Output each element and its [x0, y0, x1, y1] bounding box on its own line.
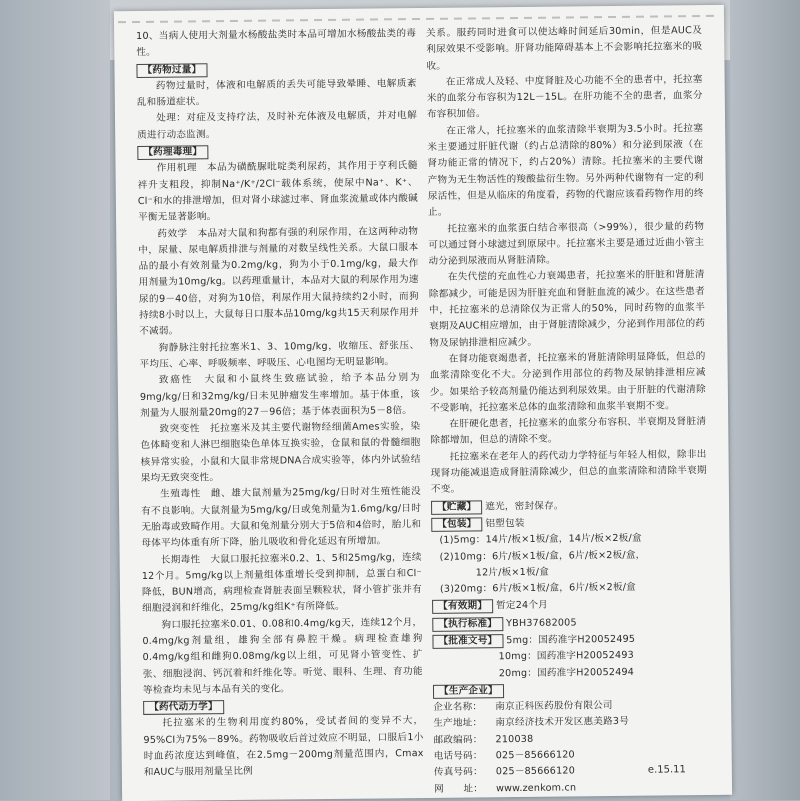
- package-spec: 12片/板×1板/盒: [475, 566, 550, 579]
- paragraph: 长期毒性 大鼠口服托拉塞米0.2、1、5和25mg/kg，连续12个月。5mg/kg以上剂量组体重增长受到抑制，总蛋白和Cl⁻降低，BUN增高，病理检查肾脏表面呈颗粒状，肾小管扩张并有细胞浸润和纤维化，25mg/kg组K⁺有所降低。: [141, 551, 423, 615]
- section-value: 暂定24个月: [496, 600, 548, 612]
- company-info-label: 传真号码：: [433, 766, 483, 779]
- section-value: 铝塑包装: [485, 517, 525, 530]
- right-column: [426, 23, 710, 798]
- paragraph: 致癌性 大鼠和小鼠终生致癌试验，给予本品分别为9mg/kg/日和32mg/kg/日未见肿瘤发生率增加。基于体重，该剂量为人服剂量20mg的27－96倍；基于体表面积为5－8倍。: [139, 372, 420, 419]
- paragraph: 狗静脉注射托拉塞米1、3、10mg/kg，收缩压、舒张压、平均压、心率、呼吸频率、呼吸压、心电图均无明显影响。: [139, 339, 420, 370]
- section-heading: 【有效期】: [432, 600, 493, 615]
- section-heading: 【贮藏】: [431, 500, 482, 515]
- approval-number: 10mg：国药准字H20052493: [498, 650, 634, 663]
- company-info-label: 网 址：: [433, 783, 484, 795]
- paragraph: 狗口服托拉塞米0.01、0.08和0.4mg/kg天，连续12个月，0.4mg/kg剂量组，雄狗全部有鼻腔干燥。病理检查雄狗0.4mg/kg组和雌狗0.08mg/kg以上组，可见肾小管变性、扩张、细胞浸润、钙沉着和纤维化等。听觉、眼科、生理、育功能等检查均未见与本品有关的变化。: [142, 616, 423, 696]
- section-value: 5mg：国药准字H20052495: [506, 633, 636, 647]
- company-info-label: 电话号码：: [433, 750, 483, 762]
- paragraph: 托拉塞米的生物利用度约80%，受试者间的变异不大，95%CI为75%－89%。药物吸收后首过效应不明显，口服后1小时血药浓度达到峰值，在2.5mg－200mg剂量范围内，Cmax和AUC与服用剂量呈比例: [143, 715, 424, 779]
- paragraph: 致突变性 托拉塞米及其主要代谢物经细菌Ames实验，染色体畸变和人淋巴细胞染色单体互换实验，仓鼠和鼠的骨髓细胞核异常实验，小鼠和大鼠非常规DNA合成实验等，体内外试验结果均无致突变性。: [140, 421, 421, 484]
- paragraph: 药物过量时，体液和电解质的丢失可能导致晕睡、电解质紊乱和肠道症状。: [136, 77, 417, 109]
- paragraph: 处理：对症及支持疗法，及时补充体液及电解质，并对电解质进行动态监测。: [137, 110, 418, 141]
- company-info-value: 025－85666120: [495, 749, 575, 762]
- paragraph: 10、当病人使用大剂量水杨酸盐类时本品可增加水杨酸盐类的毒性。: [136, 28, 417, 59]
- company-info-value: 210038: [495, 733, 534, 746]
- background-left: [0, 0, 110, 800]
- section-heading: 【药物过量】: [136, 63, 207, 78]
- company-info-label: 企业名称：: [433, 701, 483, 714]
- perforation-line: [118, 15, 714, 23]
- paragraph: 生殖毒性 雌、雄大鼠剂量为25mg/kg/日时对生殖性能没有不良影响。大鼠剂量为5mg/kg/日或兔剂量为1.6mg/kg/日时无胎毒或致畸作用。大鼠和兔剂量分别大于5倍和4倍时，胎儿和母体平均体重有所下降，胎儿吸收和骨化延迟有所增加。: [141, 486, 422, 550]
- paragraph: 作用机理 本品为磺酰脲吡啶类利尿药，其作用于亨利氏髓袢升支粗段，抑制Na⁺/K⁺/2Cl⁻载体系统，使尿中Na⁺、K⁺、Cl⁻和水的排泄增加，但对肾小球滤过率、肾血浆流量或体内酸碱平衡无显著影响。: [137, 160, 418, 224]
- company-info-value: 南京正科医药股份有限公司: [495, 700, 613, 713]
- package-spec: (2)10mg：6片/板×1板/盒，6片/板×2板/盒，: [439, 549, 646, 563]
- paragraph: 托拉塞米在老年人的药代动力学特征与年轻人相似，除非出现肾功能减退造成肾脏清除减少，但总的血浆清除和清除半衰期不变。: [430, 448, 707, 496]
- section-value: 遮光，密封保存。: [485, 500, 564, 512]
- package-spec: (3)20mg：6片/板×1板/盒，6片/板×2板/盒: [439, 581, 636, 595]
- section-heading: 【批准文号】: [432, 634, 503, 649]
- approval-number: 20mg：国药准字H20052494: [498, 666, 635, 679]
- background-right: [730, 0, 800, 800]
- section-heading: 【生产企业】: [433, 684, 504, 699]
- section-heading: 【执行标准】: [432, 617, 503, 632]
- section-value: YBH37682005: [506, 617, 577, 629]
- paragraph: 在肾功能衰竭患者，托拉塞米的肾脏清除明显降低，但总的血浆清除变化不大。分泌到作用部位的药物及尿钠排泄相应减少。如果给予较高剂量仍能达到利尿效果。由于肝脏的代谢清除不受影响，托拉塞米总体的血浆清除和血浆半衰期不变。: [429, 350, 706, 414]
- company-info-value: 025－85666120: [495, 765, 576, 778]
- paragraph: 托拉塞米的血浆蛋白结合率很高（>99%），很少量的药物可以通过肾小球滤过到原尿中。托拉塞米主要是通过近曲小管主动分泌到尿液而从肾脏清除。: [428, 220, 705, 268]
- paragraph: 在正常人，托拉塞米的血浆清除半衰期为3.5小时。托拉塞米主要通过肝脏代谢（约占总清除的80%）和分泌到尿液（在肾功能正常的情况下，约占20%）清除。托拉塞米的主要代谢产物为无生物活性的羧酸盐衍生物。另外两种代谢物有一定的利尿活性，但是从临床的角度看，药物的代谢应该看药物作用的终止。: [427, 122, 704, 219]
- company-info-value: www.zenkom.cn: [495, 782, 577, 794]
- section-heading: 【包装】: [431, 517, 482, 532]
- paragraph: 药效学 本品对大鼠和狗都有强的利尿作用，在这两种动物中，尿量、尿电解质排泄与剂量的对数呈线性关系。大鼠口服本品的最小有效剂量为0.2mg/kg，狗为小于0.1mg/kg，最大作用剂量为10mg/kg。以药理重量计，本品对大鼠的利尿作用为速尿的9－40倍，对狗为10倍，利尿作用大鼠持续约2小时，而狗持续8小时以上，大鼠每日口服本品10mg/kg共15天利尿作用并不减弱。: [138, 225, 420, 338]
- company-info-label: 邮政编码：: [433, 734, 483, 746]
- section-heading: 【药代动力学】: [143, 700, 224, 715]
- paragraph: 在失代偿的充血性心力衰竭患者，托拉塞米的肝脏和肾脏清除都减少，可能是因为肝脏充血和肾脏血流的减少。在这些患者中，托拉塞米的总清除仅为正常人的50%，同时药物的血浆半衰期及AUC相应增加，由于肾脏清除减少，分泌到作用部位的药物及尿钠排泄相应减少。: [428, 269, 706, 349]
- section-heading: 【药理毒理】: [137, 145, 208, 160]
- company-info-label: 生产地址：: [433, 717, 483, 730]
- left-column: [136, 26, 424, 782]
- footer-code: e.15.11: [647, 764, 686, 776]
- company-info-row: [434, 779, 710, 798]
- package-spec: (1)5mg：14片/板×1板/盒，14片/板×2板/盒: [439, 532, 642, 547]
- paragraph: 在正常成人及轻、中度肾脏及心功能不全的患者中，托拉塞米的血浆分布容积为12L－15L。在肝功能不全的患者，血浆分布容积加倍。: [426, 73, 703, 121]
- package-insert-sheet: [114, 5, 732, 801]
- company-info-value: 南京经济技术开发区惠美路3号: [495, 716, 630, 729]
- paragraph: 关系。服药同时进食可以使达峰时间延后30min，但是AUC及利尿效果不受影响。肝肾功能障碍基本上不会影响托拉塞米的吸收。: [426, 25, 703, 72]
- paragraph: 在肝硬化患者，托拉塞米的血浆分布容积、半衰期及肾脏清除都增加，但总的清除不变。: [430, 416, 707, 447]
